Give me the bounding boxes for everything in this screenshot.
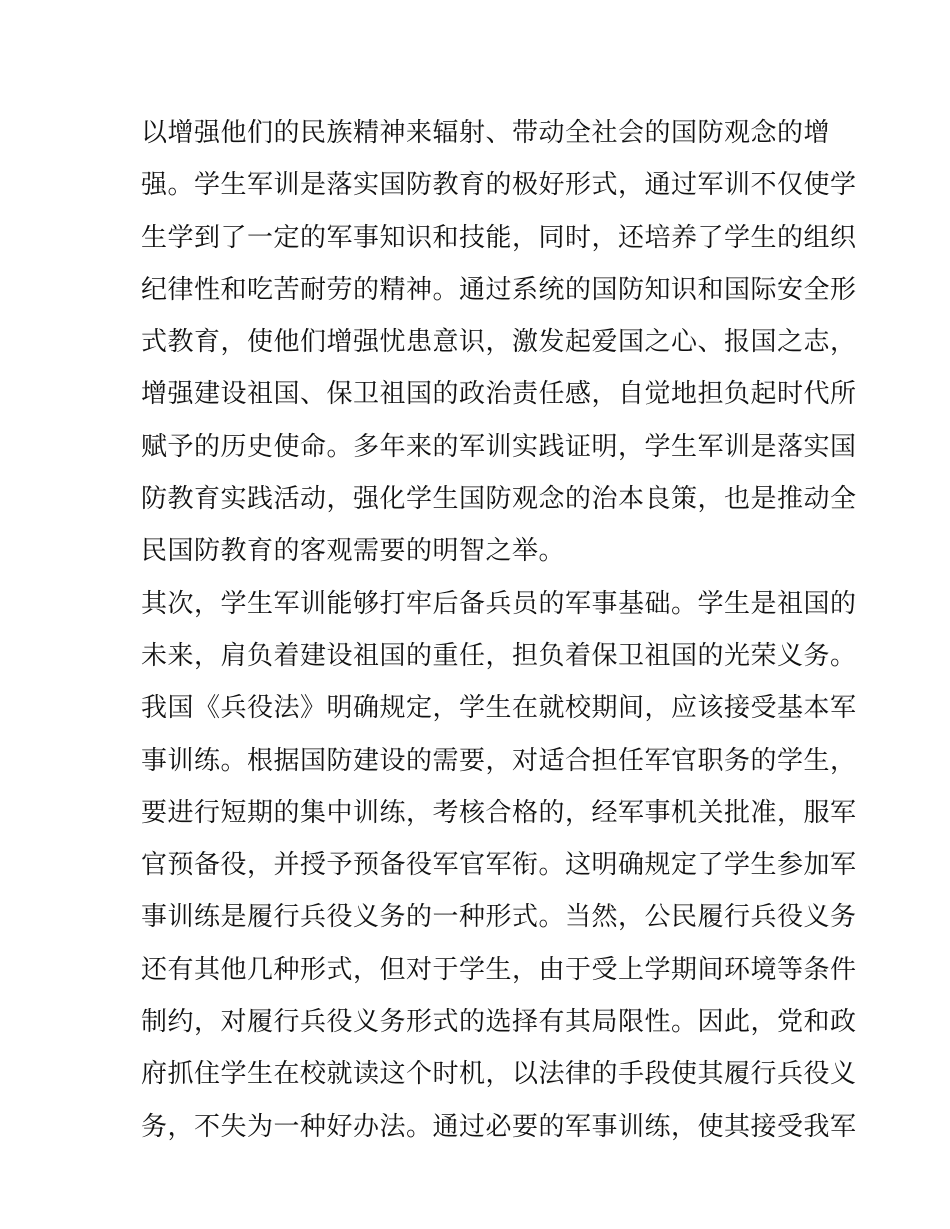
text-line: 事训练是履行兵役义务的一种形式。当然，公民履行兵役义务 [141, 902, 857, 933]
text-line: 我国《兵役法》明确规定，学生在就校期间，应该接受基本军 [141, 693, 857, 724]
body-text [141, 107, 857, 1153]
text-line: 民国防教育的客观需要的明智之举。 [141, 536, 566, 567]
text-line: 事训练。根据国防建设的需要，对适合担任军官职务的学生， [141, 745, 857, 776]
text-line: 增强建设祖国、保卫祖国的政治责任感，自觉地担负起时代所 [141, 379, 857, 410]
text-line: 防教育实践活动，强化学生国防观念的治本良策，也是推动全 [141, 484, 857, 515]
text-line: 式教育，使他们增强忧患意识，激发起爱国之心、报国之志， [141, 327, 857, 358]
text-line: 府抓住学生在校就读这个时机，以法律的手段使其履行兵役义 [141, 1059, 857, 1090]
text-line: 赋予的历史使命。多年来的军训实践证明，学生军训是落实国 [141, 431, 857, 462]
text-line: 制约，对履行兵役义务形式的选择有其局限性。因此，党和政 [141, 1007, 857, 1038]
text-line: 务，不失为一种好办法。通过必要的军事训练，使其接受我军 [141, 1111, 857, 1142]
text-line: 其次，学生军训能够打牢后备兵员的军事基础。学生是祖国的 [141, 588, 857, 619]
text-line: 要进行短期的集中训练，考核合格的，经军事机关批准，服军 [141, 797, 857, 828]
text-line: 以增强他们的民族精神来辐射、带动全社会的国防观念的增 [141, 118, 831, 148]
text-line: 还有其他几种形式，但对于学生，由于受上学期间环境等条件 [141, 954, 857, 985]
text-line: 官预备役，并授予预备役军官军衔。这明确规定了学生参加军 [141, 850, 857, 881]
text-line: 纪律性和吃苦耐劳的精神。通过系统的国防知识和国际安全形 [141, 274, 857, 305]
text-line: 生学到了一定的军事知识和技能，同时，还培养了学生的组织 [141, 222, 857, 253]
text-line: 强。学生军训是落实国防教育的极好形式，通过军训不仅使学 [141, 170, 857, 201]
text-line: 未来，肩负着建设祖国的重任，担负着保卫祖国的光荣义务。 [141, 640, 857, 671]
